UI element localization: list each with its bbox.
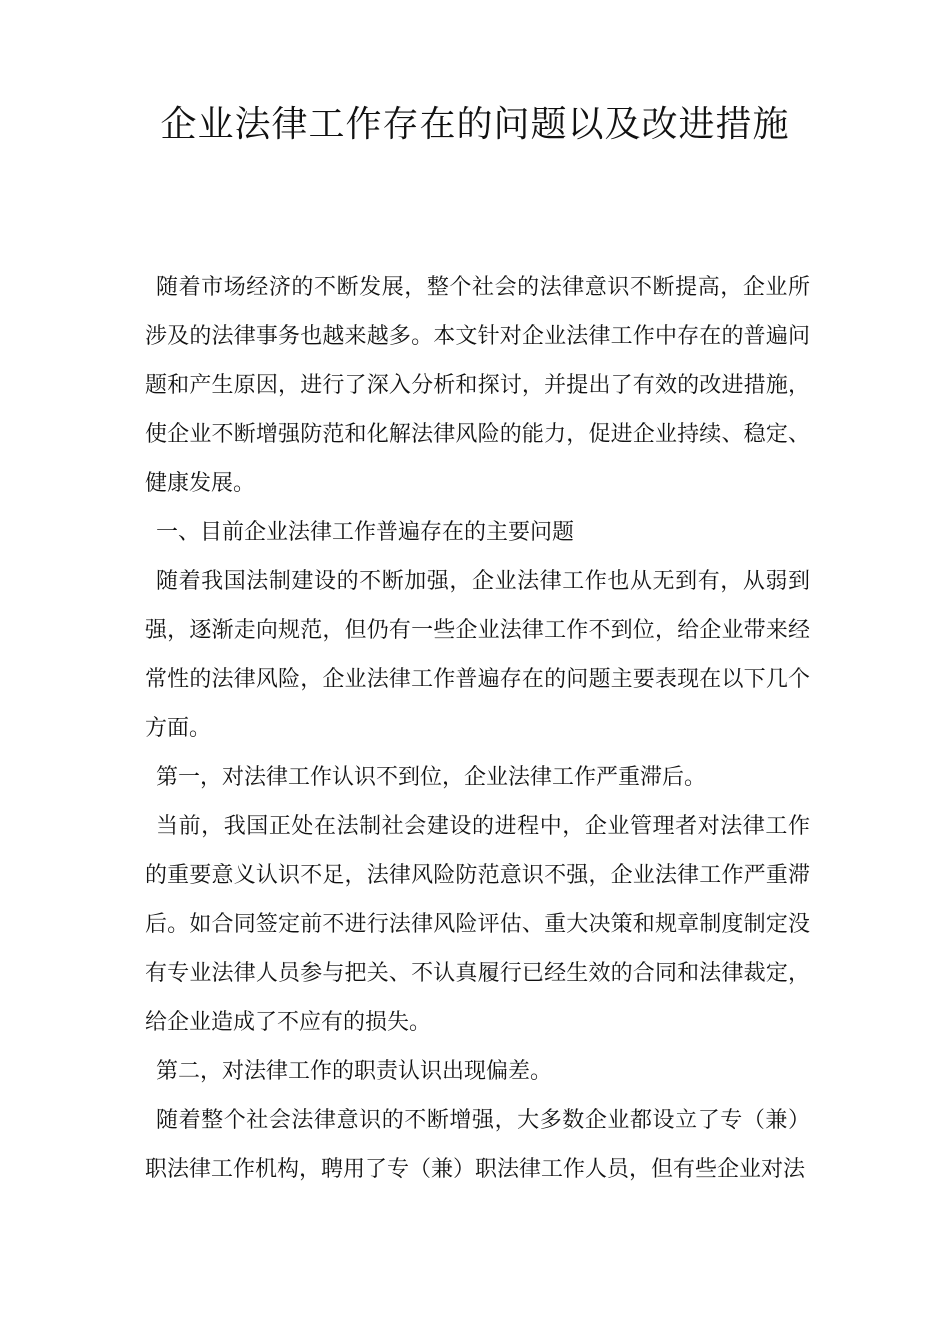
subheading-second: 第二，对法律工作的职责认识出现偏差。 <box>156 1059 553 1084</box>
document-body <box>145 263 810 1194</box>
paragraph-section-1: 随着我国法制建设的不断加强，企业法律工作也从无到有，从弱到强，逐渐走向规范，但仍有一些企业法律工作不到位，给企业带来经常性的法律风险，企业法律工作普遍存在的问题主要表现在以下几个方面。 <box>145 569 810 741</box>
paragraph-second: 随着整个社会法律意识的不断增强，大多数企业都设立了专（兼）职法律工作机构，聘用了专（兼）职法律工作人员，但有些企业对法 <box>145 1108 810 1182</box>
document-title: 企业法律工作存在的问题以及改进措施 <box>160 104 790 145</box>
subheading-first: 第一，对法律工作认识不到位，企业法律工作严重滞后。 <box>156 765 707 790</box>
section-heading-1: 一、目前企业法律工作普遍存在的主要问题 <box>156 520 575 545</box>
paragraph-intro: 随着市场经济的不断发展，整个社会的法律意识不断提高，企业所涉及的法律事务也越来越多。本文针对企业法律工作中存在的普遍问题和产生原因，进行了深入分析和探讨，并提出了有效的改进措施，使企业不断增强防范和化解法律风险的能力，促进企业持续、稳定、健康发展。 <box>145 275 810 496</box>
paragraph-first: 当前，我国正处在法制社会建设的进程中，企业管理者对法律工作的重要意义认识不足，法律风险防范意识不强，企业法律工作严重滞后。如合同签定前不进行法律风险评估、重大决策和规章制度制定没有专业法律人员参与把关、不认真履行已经生效的合同和法律裁定，给企业造成了不应有的损失。 <box>145 814 810 1035</box>
